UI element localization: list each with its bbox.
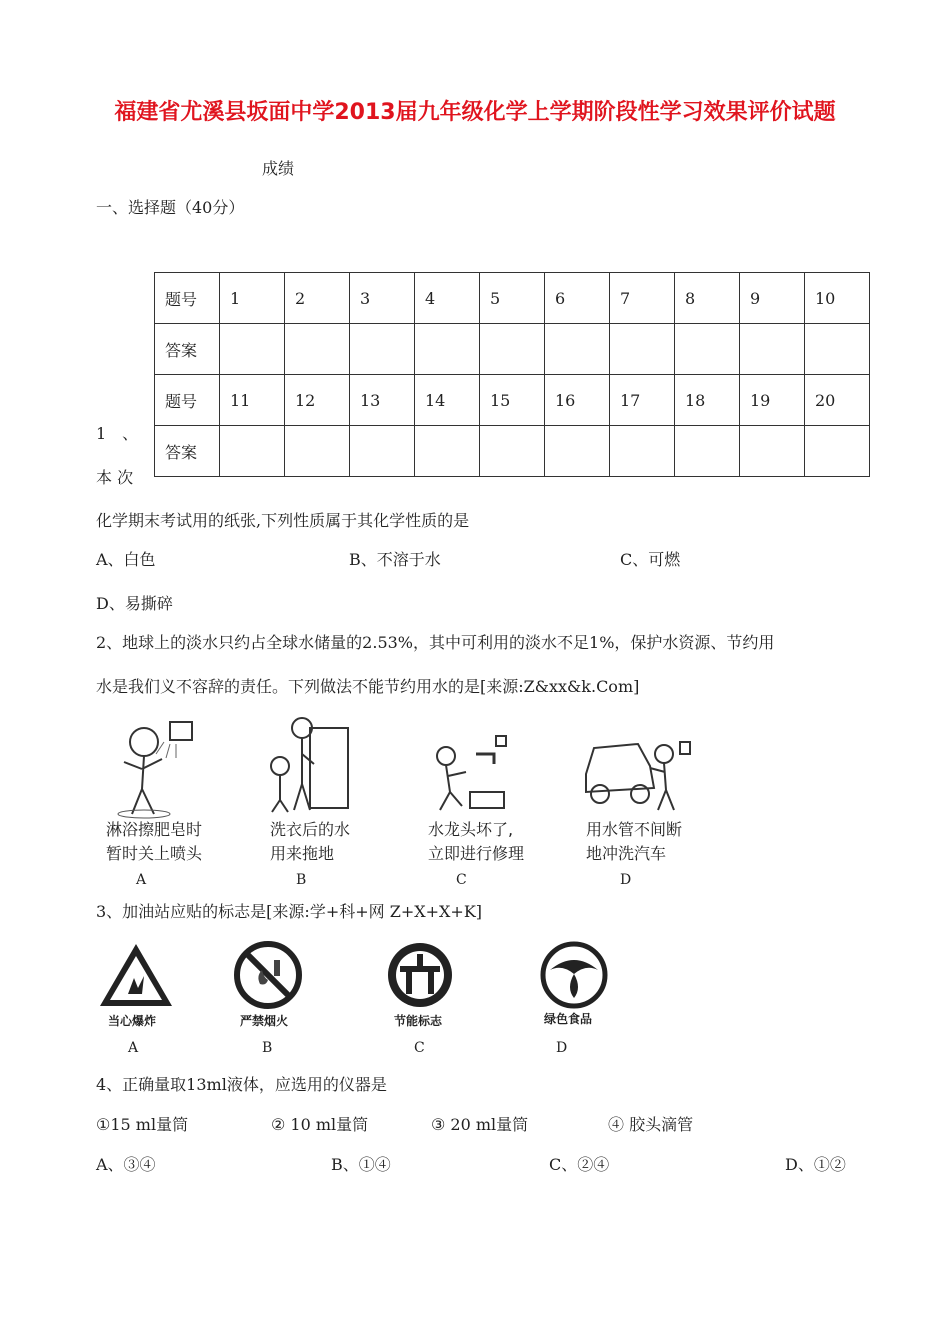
answer-cell[interactable] [740, 324, 805, 375]
question-4-option-a: A、③④ [96, 1155, 156, 1174]
picture-d-caption-1: 用水管不间断 [586, 820, 683, 839]
table-cell: 3 [350, 273, 415, 324]
question-1-number: 1 、 [96, 424, 139, 443]
no-fire-icon [230, 940, 306, 1010]
table-row [155, 426, 870, 477]
table-cell: 18 [675, 375, 740, 426]
answer-cell[interactable] [480, 324, 545, 375]
sign-d-caption: 绿色食品 [544, 1012, 593, 1026]
picture-b-letter: B [296, 872, 307, 888]
sign-b-letter: B [262, 1040, 273, 1056]
picture-option-a [104, 714, 224, 894]
green-food-icon [536, 940, 612, 1010]
answer-cell[interactable] [220, 324, 285, 375]
car-wash-illustration-icon [580, 714, 700, 819]
table-cell: 题号 [155, 273, 220, 324]
picture-b-caption-2: 用来拖地 [270, 844, 335, 863]
question-4-item-3: ③ 20 ml量筒 [431, 1115, 529, 1134]
picture-c-caption-1: 水龙头坏了, [428, 820, 514, 839]
table-cell: 9 [740, 273, 805, 324]
table-cell: 1 [220, 273, 285, 324]
question-4-stem: 4、正确量取13ml液体，应选用的仪器是 [96, 1075, 387, 1094]
table-cell: 19 [740, 375, 805, 426]
table-row [155, 375, 870, 426]
picture-d-caption-2: 地冲洗汽车 [586, 844, 667, 863]
answer-cell[interactable] [350, 426, 415, 477]
sign-option-d [536, 940, 616, 1060]
table-cell: 14 [415, 375, 480, 426]
answer-cell[interactable] [285, 426, 350, 477]
table-cell: 12 [285, 375, 350, 426]
sign-d-letter: D [556, 1040, 568, 1056]
table-cell: 15 [480, 375, 545, 426]
question-3-stem: 3、加油站应贴的标志是[来源:学+科+网 Z+X+X+K] [96, 902, 483, 921]
sign-option-c [382, 940, 462, 1060]
question-2-line-1: 2、地球上的淡水只约占全球水储量的2.53%，其中可利用的淡水不足1%，保护水资源、节约用 [96, 633, 775, 652]
answer-cell[interactable] [610, 324, 675, 375]
answer-cell[interactable] [545, 324, 610, 375]
picture-option-d [580, 714, 710, 894]
picture-option-b [262, 714, 382, 894]
question-4-option-b: B、①④ [331, 1155, 391, 1174]
answer-cell[interactable] [805, 426, 870, 477]
question-2-line-2: 水是我们义不容辞的责任。下列做法不能节约用水的是[来源:Z&xx&k.Com] [96, 677, 640, 696]
washing-illustration-icon [262, 714, 372, 819]
answer-cell[interactable] [675, 324, 740, 375]
shower-illustration-icon [104, 714, 214, 819]
table-row [155, 273, 870, 324]
sign-c-caption: 节能标志 [394, 1014, 443, 1028]
picture-a-caption-1: 淋浴擦肥皂时 [106, 820, 203, 839]
picture-b-caption-1: 洗衣后的水 [270, 820, 351, 839]
answer-cell[interactable] [350, 324, 415, 375]
sign-c-letter: C [414, 1040, 425, 1056]
question-4-option-d: D、①② [785, 1155, 846, 1174]
explosion-warning-icon [98, 940, 174, 1010]
question-1-option-a: A、白色 [96, 550, 156, 569]
sign-a-caption: 当心爆炸 [108, 1014, 157, 1028]
answer-cell[interactable] [740, 426, 805, 477]
sign-option-a [98, 940, 178, 1060]
sign-b-caption: 严禁烟火 [240, 1014, 289, 1028]
answer-cell[interactable] [415, 426, 480, 477]
table-cell: 10 [805, 273, 870, 324]
picture-a-letter: A [136, 872, 147, 888]
picture-c-caption-2: 立即进行修理 [428, 844, 525, 863]
table-cell: 4 [415, 273, 480, 324]
answer-cell[interactable] [675, 426, 740, 477]
table-cell: 20 [805, 375, 870, 426]
faucet-repair-illustration-icon [424, 714, 534, 819]
energy-saving-icon [382, 940, 458, 1010]
table-cell: 答案 [155, 324, 220, 375]
table-cell: 17 [610, 375, 675, 426]
table-cell: 16 [545, 375, 610, 426]
table-cell: 11 [220, 375, 285, 426]
page-title: 福建省尤溪县坂面中学2013届九年级化学上学期阶段性学习效果评价试题 [114, 100, 836, 125]
question-1-number-cont: 本 次 [96, 468, 134, 487]
table-cell: 8 [675, 273, 740, 324]
section-heading: 一、选择题（40分） [96, 198, 245, 217]
question-4-item-2: ② 10 ml量筒 [271, 1115, 369, 1134]
question-4-item-1: ①15 ml量筒 [96, 1115, 189, 1134]
question-1-option-d: D、易撕碎 [96, 594, 173, 613]
answer-table [154, 272, 870, 477]
answer-cell[interactable] [610, 426, 675, 477]
question-1-stem: 化学期末考试用的纸张,下列性质属于其化学性质的是 [96, 511, 470, 530]
answer-cell[interactable] [285, 324, 350, 375]
answer-cell[interactable] [220, 426, 285, 477]
score-label: 成绩 [262, 159, 295, 178]
table-cell: 7 [610, 273, 675, 324]
table-row [155, 324, 870, 375]
sign-option-b [230, 940, 310, 1060]
table-cell: 答案 [155, 426, 220, 477]
picture-option-c [424, 714, 544, 894]
sign-a-letter: A [128, 1040, 139, 1056]
table-cell: 5 [480, 273, 545, 324]
question-4-item-4: ④ 胶头滴管 [608, 1115, 694, 1134]
question-4-option-c: C、②④ [549, 1155, 610, 1174]
question-1-option-c: C、可燃 [620, 550, 681, 569]
answer-cell[interactable] [805, 324, 870, 375]
picture-d-letter: D [620, 872, 632, 888]
answer-cell[interactable] [545, 426, 610, 477]
answer-cell[interactable] [415, 324, 480, 375]
picture-a-caption-2: 暂时关上喷头 [106, 844, 203, 863]
answer-cell[interactable] [480, 426, 545, 477]
table-cell: 13 [350, 375, 415, 426]
picture-c-letter: C [456, 872, 467, 888]
table-cell: 6 [545, 273, 610, 324]
table-cell: 2 [285, 273, 350, 324]
question-1-option-b: B、不溶于水 [349, 550, 441, 569]
table-cell: 题号 [155, 375, 220, 426]
